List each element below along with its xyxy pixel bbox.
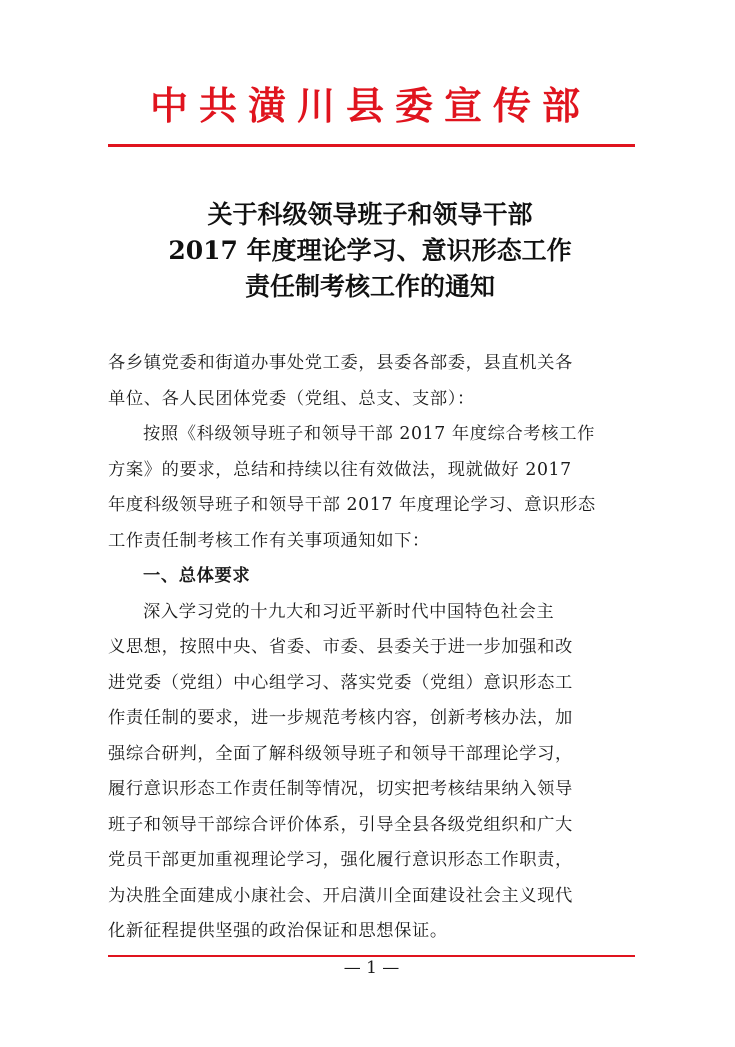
document-title [100,197,640,305]
issuing-authority-header: 中共潢川县委宣传部 [149,83,591,128]
paragraph-line: 党员干部更加重视理论学习，强化履行意识形态工作职责， [108,850,573,870]
recipients-line: 单位、各人民团体党委（党组、总支、支部）： [108,388,475,409]
paragraph-line: 强综合研判，全面了解科级领导班子和领导干部理论学习， [108,743,573,764]
recipients-line: 各乡镇党委和街道办事处党工委，县委各部委，县直机关各 [108,353,573,373]
section-heading: 一、总体要求 [143,566,251,586]
title-line-1: 关于科级领导班子和领导干部 [207,200,533,229]
paragraph-line: 化新征程提供坚强的政治保证和思想保证。 [108,921,448,941]
intro-line: 工作责任制考核工作有关事项通知如下： [108,530,430,551]
red-separator-bottom [108,955,635,957]
intro-line: 方案》的要求，总结和持续以往有效做法，现就做好 2017 [108,459,572,480]
intro-line: 按照《科级领导班子和领导干部 2017 年度综合考核工作 [143,424,595,444]
title-line-3: 责任制考核工作的通知 [244,272,495,301]
page-number: — 1 — [343,958,400,978]
paragraph-line: 班子和领导干部综合评价体系，引导全县各级党组织和广大 [108,814,573,835]
red-separator-top [108,144,635,147]
paragraph-line: 进党委（党组）中心组学习、落实党委（党组）意识形态工 [108,672,573,693]
paragraph-line: 深入学习党的十九大和习近平新时代中国特色社会主 [143,601,555,622]
title-line-2: 2017 年度理论学习、意识形态工作 [168,236,572,265]
paragraph-line: 为决胜全面建成小康社会、开启潢川全面建设社会主义现代 [108,885,573,906]
document-body [108,346,635,950]
paragraph-line: 作责任制的要求，进一步规范考核内容，创新考核办法，加 [108,708,573,728]
paragraph-line: 履行意识形态工作责任制等情况，切实把考核结果纳入领导 [108,779,573,799]
intro-line: 年度科级领导班子和领导干部 2017 年度理论学习、意识形态 [108,495,596,515]
paragraph-line: 义思想，按照中央、省委、市委、县委关于进一步加强和改 [108,637,573,657]
